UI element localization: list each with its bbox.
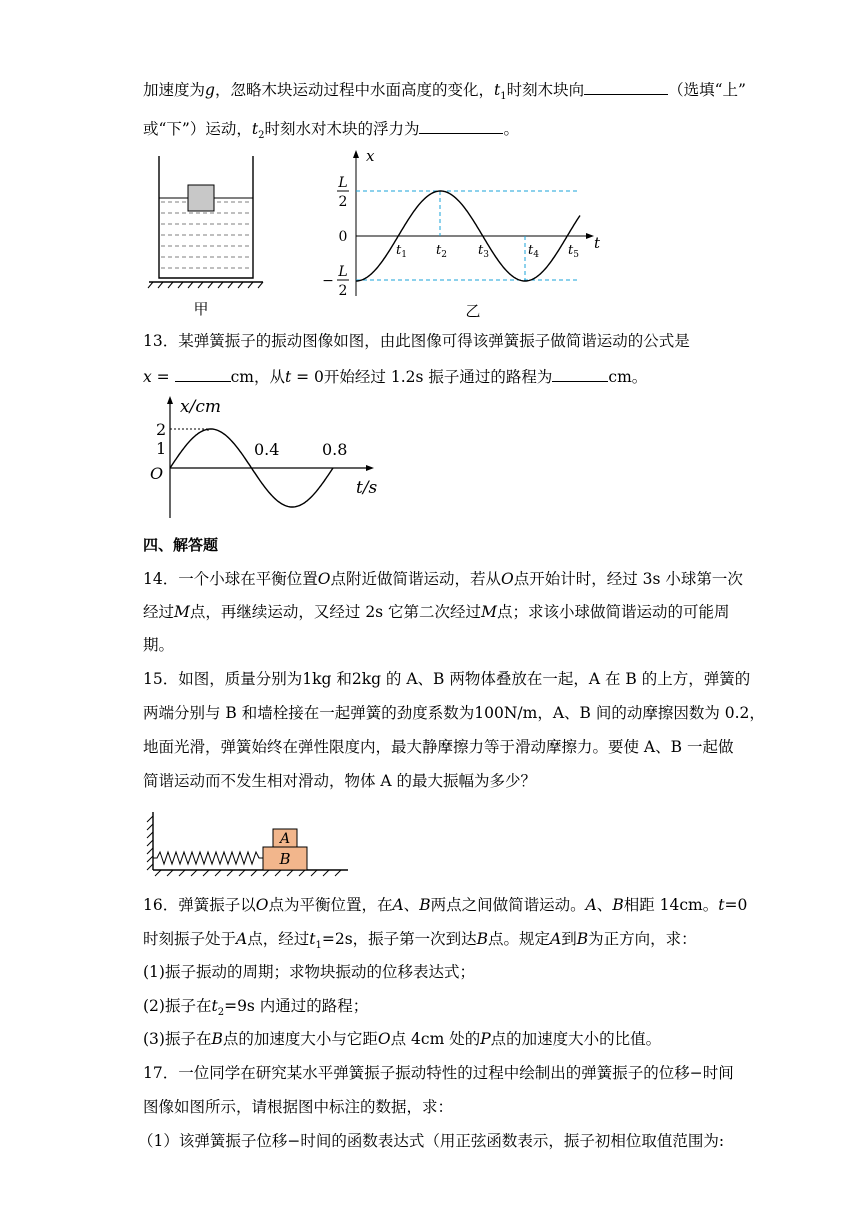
tick-x-0.8: 0.8: [322, 440, 348, 459]
var-O: O: [500, 570, 514, 588]
q16-text: 点的加速度大小的比值。: [490, 1030, 662, 1048]
q14-text: 点附近做简谐运动，若从: [330, 570, 501, 588]
q14-line-3: 期。: [143, 636, 175, 654]
label-L-top: L: [338, 175, 348, 191]
q12-text: 加速度为: [143, 81, 206, 99]
var-t: t: [284, 368, 292, 386]
var-O: O: [255, 896, 269, 914]
q16-text: 时刻振子处于: [143, 930, 237, 948]
q12-text: ，忽略木块运动过程中水面高度的变化，: [214, 81, 494, 99]
axis-label-x-cm: x/cm: [180, 397, 221, 417]
subscript: 1: [500, 91, 507, 103]
tick-t4: $t_4$: [528, 243, 539, 260]
arrow-icon: [366, 465, 374, 471]
figure-q13-graph: [140, 393, 390, 523]
q16-line-2: [143, 928, 697, 957]
q14-line-1: [143, 568, 743, 590]
q16-text: =9s 内通过的路程；: [224, 997, 369, 1015]
q16-text: 相距 14cm。: [623, 896, 719, 914]
var-B: B: [476, 930, 489, 948]
subscript: 1: [315, 940, 322, 952]
var-A: A: [392, 896, 404, 914]
q17-line-3: （1）该弹簧振子位移−时间的函数表达式（用正弦函数表示，振子初相位取值范围为:: [138, 1132, 725, 1150]
q16-line-5: [143, 1028, 661, 1050]
var-A: A: [550, 930, 562, 948]
q14-text: 14．一个小球在平衡位置: [143, 570, 318, 588]
q16-text: (3)振子在: [143, 1030, 212, 1048]
axis-label-x: x: [366, 147, 375, 165]
tick-t3: $t_3$: [478, 243, 489, 260]
answer-blank[interactable]: [419, 118, 503, 134]
q12-text: 或“下”）运动，: [143, 120, 252, 138]
var-B: B: [211, 1030, 223, 1048]
var-t: t: [718, 896, 725, 914]
var-t1: t: [309, 930, 316, 948]
q15-line-1: 15．如图，质量分别为1kg 和2kg 的 A、B 两物体叠放在一起，A 在 B 的上方，弹簧的: [143, 670, 751, 688]
var-x: x: [143, 368, 152, 386]
label-A: A: [279, 831, 291, 847]
water-lines: [161, 202, 251, 268]
var-A: A: [585, 896, 597, 914]
answer-blank[interactable]: [552, 366, 608, 382]
floor-hatch: [155, 870, 341, 876]
q16-text: 两点之间做简谐运动。: [430, 896, 586, 914]
q12-line-2: [143, 118, 519, 147]
q16-text: 为正方向，求：: [588, 930, 697, 948]
q14-text: 点，再继续运动，又经过 2s 它第二次经过: [189, 603, 482, 621]
tick-t5: $t_5$: [568, 243, 579, 260]
var-t1: t: [493, 81, 501, 99]
q12-text: 时刻水对木块的浮力为: [264, 120, 420, 138]
tick-x-0.4: 0.4: [254, 440, 280, 459]
axis-label-t-s: t/s: [356, 478, 378, 498]
var-B: B: [419, 896, 431, 914]
var-P: P: [480, 1030, 491, 1048]
q16-text: 点 4cm 处的: [390, 1030, 481, 1048]
var-t2: t: [211, 997, 218, 1015]
arrow-icon: [167, 396, 173, 404]
q12-text: （选填“上”: [668, 81, 746, 99]
var-g: g: [205, 81, 215, 99]
subscript: 2: [217, 1007, 225, 1019]
label-2-bottom: 2: [338, 283, 348, 299]
q16-text: 、: [596, 896, 613, 914]
tick-y-2: 2: [156, 420, 167, 439]
figure-q15-spring: [143, 808, 353, 878]
container-walls: [159, 156, 253, 278]
spring: [153, 852, 263, 864]
figure-jia: [145, 150, 270, 320]
q14-line-2: [143, 601, 729, 623]
subscript: 2: [258, 130, 265, 142]
var-M: M: [481, 603, 497, 621]
q16-text: 点。规定: [488, 930, 551, 948]
q14-text: 点；求该小球做简谐运动的可能周: [496, 603, 730, 621]
q16-line-1: [143, 894, 747, 916]
q13-line-1: [143, 330, 690, 352]
q15-line-2: 两端分别与 B 和墙栓接在一起弹簧的劲度系数为100N/m，A、B 间的动摩擦因数为 0.2，: [143, 704, 765, 722]
q16-line-4: [143, 995, 368, 1024]
label-L-bottom: L: [338, 264, 348, 280]
q13-text: 13．某弹簧振子的振动图像如图，由此图像可得该弹簧振子做简谐运动的公式是: [143, 332, 690, 350]
label-zero: 0: [338, 229, 348, 245]
label-2-top: 2: [338, 194, 348, 210]
figure-label-jia: 甲: [193, 300, 209, 318]
answer-blank[interactable]: [584, 79, 668, 95]
q16-text: =0: [724, 896, 748, 914]
ground-hatch: [148, 282, 263, 288]
q16-text: =2s，振子第一次到达: [321, 930, 477, 948]
q15-line-4: 简谐运动而不发生相对滑动，物体 A 的最大振幅为多少？: [143, 772, 537, 790]
q16-text: 点，经过: [247, 930, 310, 948]
q16-text: (2)振子在: [143, 997, 212, 1015]
var-O: O: [317, 570, 331, 588]
tick-y-1: 1: [156, 439, 167, 458]
q16-line-3: (1)振子振动的周期；求物块振动的位移表达式；: [143, 963, 475, 981]
t-ticks: [396, 243, 579, 260]
q16-text: 点为平衡位置，在: [268, 896, 393, 914]
q13-text: cm。: [608, 368, 648, 386]
var-t2: t: [251, 120, 259, 138]
q13-text: =: [151, 368, 175, 386]
q17-line-2: 图像如图所示，请根据图中标注的数据，求：: [143, 1098, 454, 1116]
var-A: A: [236, 930, 248, 948]
tick-t2: $t_2$: [436, 243, 447, 260]
q14-text: 点开始计时，经过 3s 小球第一次: [513, 570, 743, 588]
label-B: B: [279, 850, 291, 868]
var-B: B: [576, 930, 589, 948]
q17-line-1: 17．一位同学在研究某水平弹簧振子振动特性的过程中绘制出的弹簧振子的位移−时间: [143, 1064, 734, 1082]
q16-text: 16．弹簧振子以: [143, 896, 256, 914]
arrow-icon: [586, 233, 594, 239]
q14-text: 经过: [143, 603, 175, 621]
figure-yi: [318, 146, 608, 321]
answer-blank[interactable]: [175, 366, 231, 382]
var-O: O: [377, 1030, 391, 1048]
q16-text: 、: [403, 896, 420, 914]
label-minus: −: [322, 273, 334, 289]
arrow-icon: [353, 150, 359, 158]
q12-text: 。: [503, 120, 519, 138]
var-M: M: [174, 603, 190, 621]
q13-line-2: [143, 366, 647, 388]
q12-line-1: [143, 79, 746, 108]
q13-text: cm，从: [230, 368, 285, 386]
axis-label-t: t: [594, 234, 601, 252]
q12-text: 时刻木块向: [506, 81, 585, 99]
var-B: B: [612, 896, 624, 914]
origin-O: O: [150, 464, 164, 483]
tick-t1: $t_1$: [396, 243, 407, 260]
q16-text: 到: [561, 930, 577, 948]
q16-text: 点的加速度大小与它距: [222, 1030, 378, 1048]
wooden-block: [188, 185, 214, 211]
section-heading: 四、解答题: [143, 536, 219, 554]
q15-line-3: 地面光滑，弹簧始终在弹性限度内，最大静摩擦力等于滑动摩擦力。要使 A、B 一起做: [143, 738, 734, 756]
wall-hatch: [147, 816, 153, 870]
q13-text: = 0开始经过 1.2s 振子通过的路程为: [291, 368, 553, 386]
figure-label-yi: 乙: [465, 302, 481, 320]
